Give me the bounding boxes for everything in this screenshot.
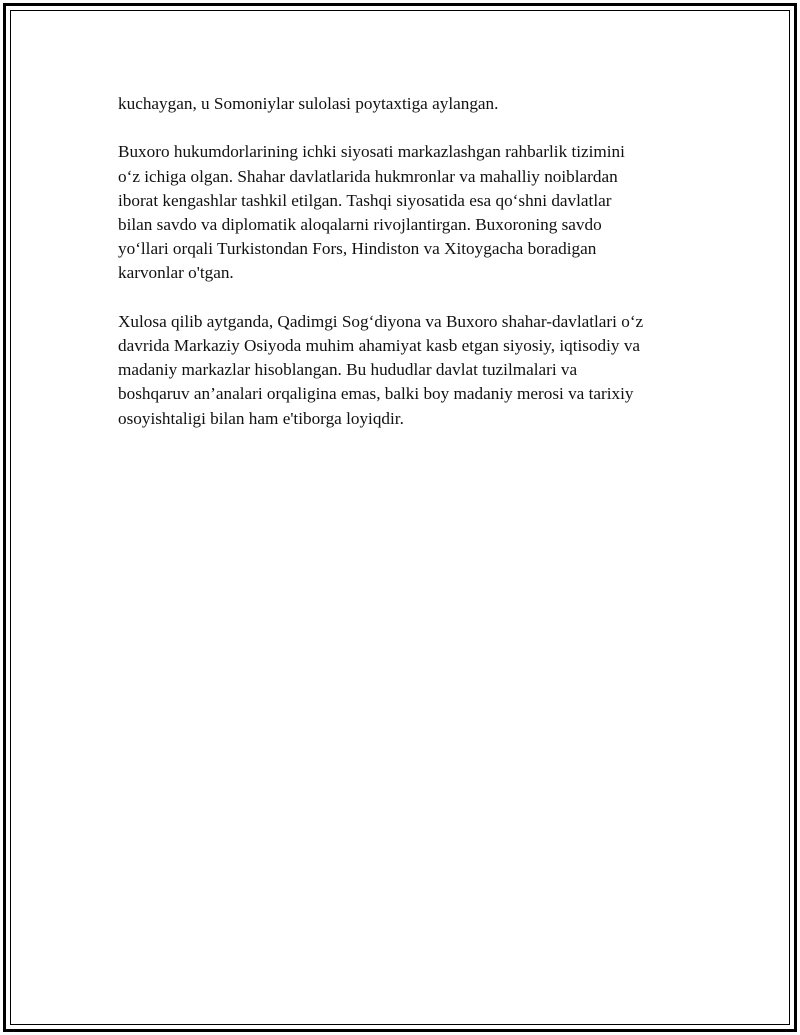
paragraph-1 [118, 92, 698, 116]
paragraph-line: yo‘llari orqali Turkistondan Fors, Hindiston va Xitoygacha boradigan [118, 239, 597, 259]
paragraph-line: Buxoro hukumdorlarining ichki siyosati markazlashgan rahbarlik tizimini [118, 142, 625, 162]
paragraph-3 [118, 310, 698, 431]
paragraph-2 [118, 140, 698, 285]
paragraph-line: davrida Markaziy Osiyoda muhim ahamiyat kasb etgan siyosiy, iqtisodiy va [118, 336, 641, 355]
paragraph-line: madaniy markazlar hisoblangan. Bu hududlar davlat tuzilmalari va [118, 360, 578, 380]
paragraph-line: osoyishtaligi bilan ham e'tiborga loyiqdir. [118, 408, 404, 428]
paragraph-line: karvonlar o'tgan. [118, 263, 234, 283]
paragraph-line: o‘z ichiga olgan. Shahar davlatlarida hukmronlar va mahalliy noiblardan [118, 166, 618, 186]
paragraph-line: bilan savdo va diplomatik aloqalarni rivojlantirgan. Buxoroning savdo [118, 215, 602, 234]
document-body [118, 92, 698, 455]
paragraph-line: iborat kengashlar tashkil etilgan. Tashqi siyosatida esa qo‘shni davlatlar [118, 190, 612, 210]
paragraph-line: Xulosa qilib aytganda, Qadimgi Sog‘diyona va Buxoro shahar-davlatlari o‘z [118, 311, 644, 331]
paragraph-line: kuchaygan, u Somoniylar sulolasi poytaxtiga aylangan. [118, 94, 499, 113]
paragraph-line: boshqaruv an’analari orqaligina emas, balki boy madaniy merosi va tarixiy [118, 384, 634, 404]
